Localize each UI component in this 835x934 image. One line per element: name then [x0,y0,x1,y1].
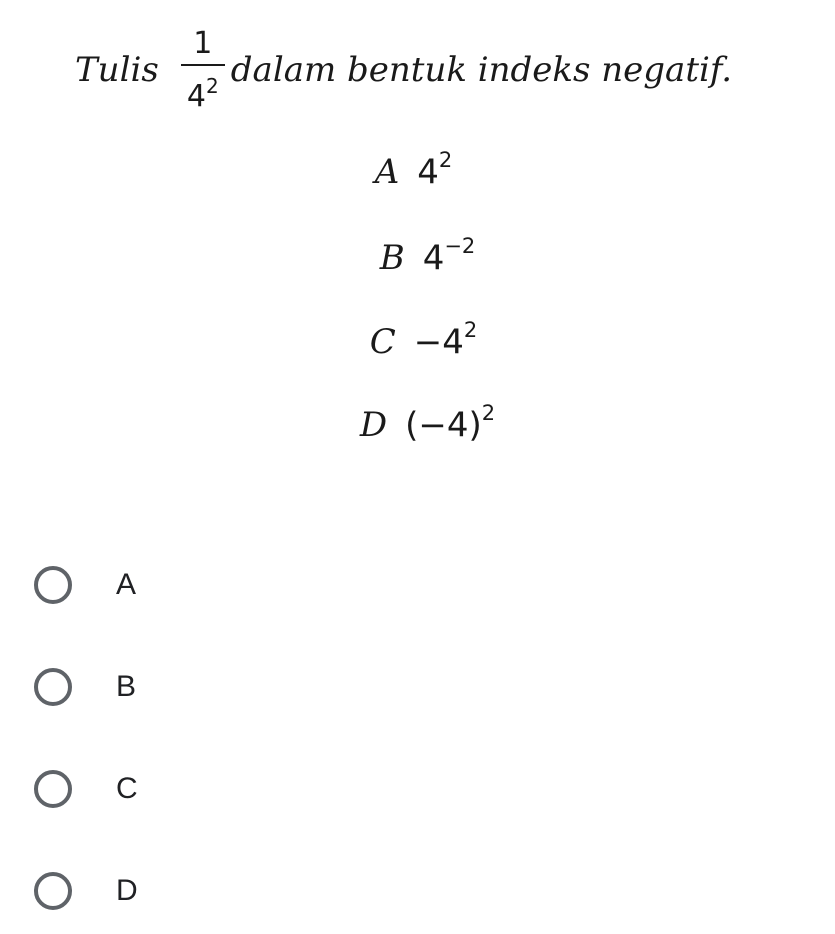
math-exponent: 2 [481,401,496,425]
question-text [75,20,732,120]
radio-button-a[interactable] [34,566,72,604]
question-fraction [181,26,225,115]
math-option-c [6,318,835,363]
math-exponent: 2 [438,148,453,172]
question-suffix: dalam bentuk indeks negatif. [230,50,733,90]
math-option-letter: B [379,238,405,279]
math-option-a [0,148,831,193]
math-option-d [10,401,835,446]
fraction-numerator: 1 [193,25,213,61]
denominator-exponent: 2 [205,73,219,98]
math-option-expression [417,148,453,193]
choice-label: A [116,568,137,601]
math-option-expression [422,234,476,279]
math-option-letter: D [359,405,388,446]
choice-c[interactable] [34,763,138,815]
radio-button-b[interactable] [34,668,72,706]
radio-button-d[interactable] [34,872,72,910]
radio-button-c[interactable] [34,770,72,808]
math-exponent: 2 [463,318,478,342]
question-prefix: Tulis [75,50,159,90]
math-base: −4 [413,322,464,363]
math-base: 4 [417,152,439,193]
math-option-expression [405,401,496,446]
math-base: (−4) [405,405,482,446]
fraction-denominator [187,70,219,115]
choice-label: C [116,772,138,805]
choice-b[interactable] [34,661,136,713]
denominator-base: 4 [186,78,206,114]
math-option-expression [413,318,478,363]
choice-label: B [116,670,137,703]
choice-label: D [116,874,138,907]
math-base: 4 [422,238,445,279]
math-option-b [10,234,835,279]
choice-d[interactable] [34,865,138,917]
math-option-letter: A [374,152,400,193]
math-exponent: −2 [444,234,476,258]
choice-a[interactable] [34,559,136,611]
fraction-bar [181,64,225,66]
math-option-letter: C [369,322,396,363]
